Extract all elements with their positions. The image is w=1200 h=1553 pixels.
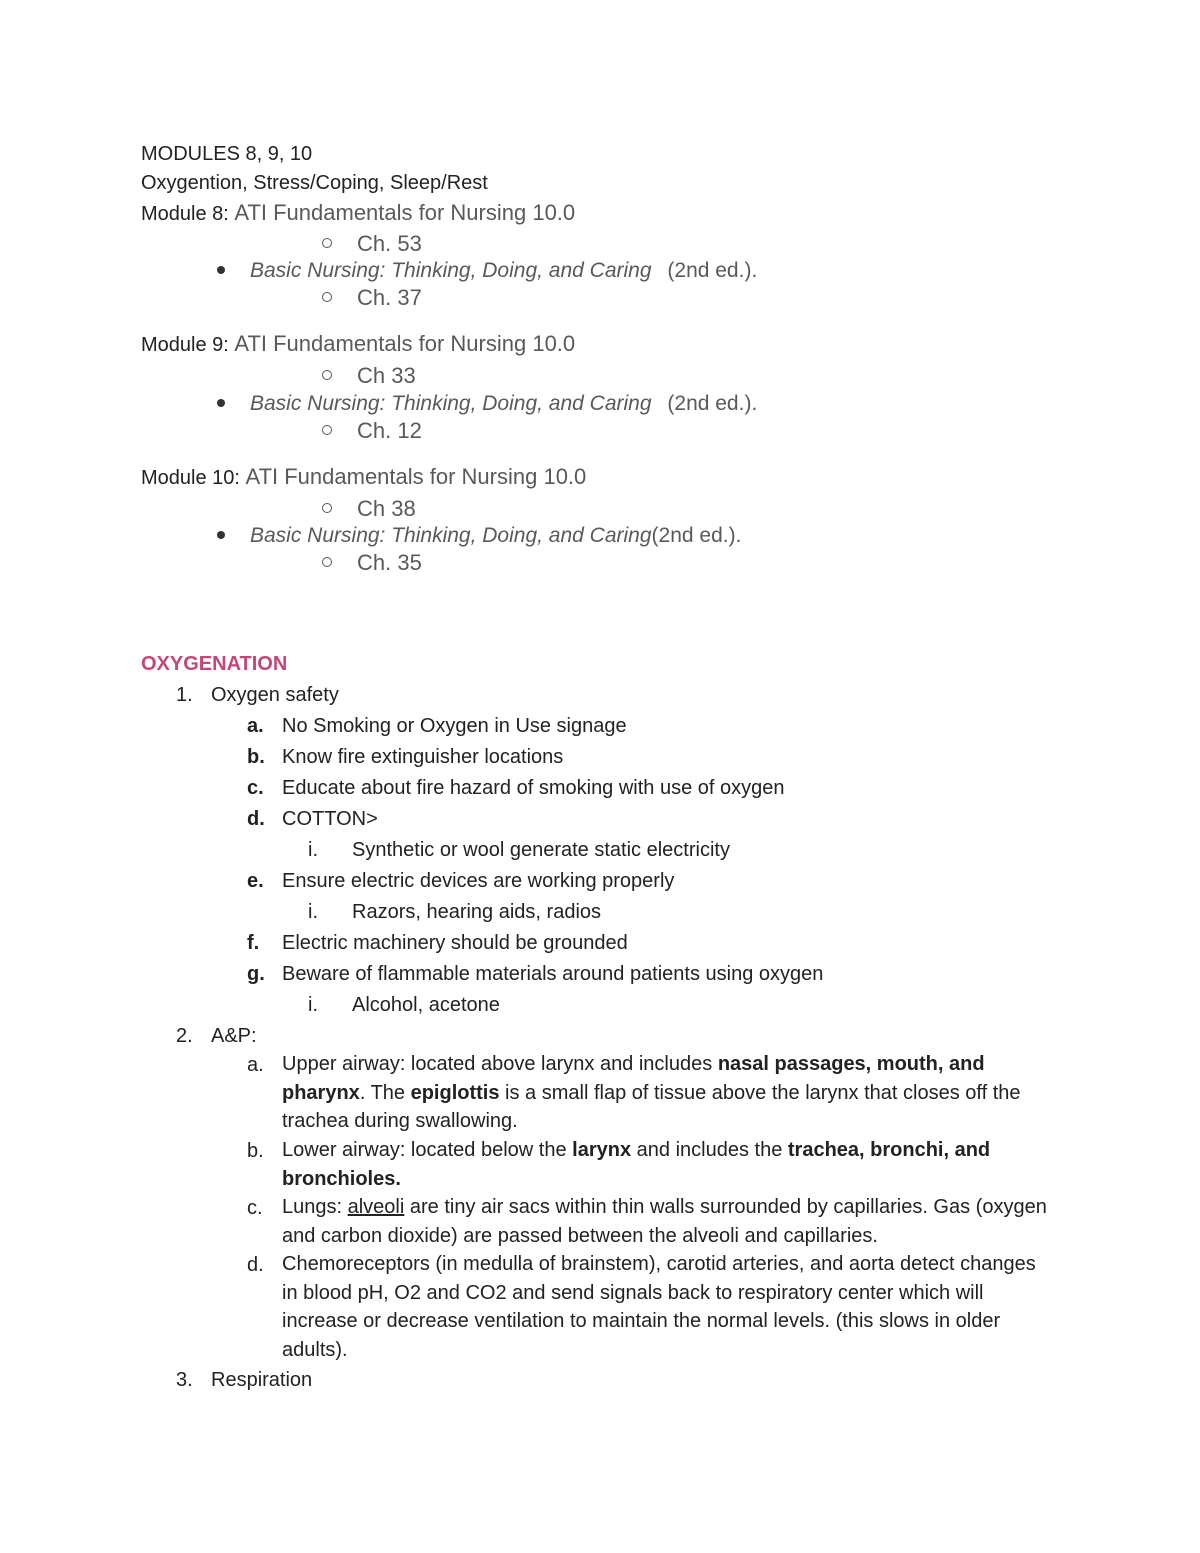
- item-1e-i-text: Razors, hearing aids, radios: [352, 901, 602, 923]
- item-1g-i-label: i.: [308, 994, 318, 1016]
- item-2b-text-1: Lower airway: located below the: [282, 1139, 573, 1161]
- item-1c-label: c.: [247, 777, 264, 799]
- module-9-book-line: [250, 393, 757, 414]
- item-1f-label: f.: [247, 932, 260, 954]
- item-1-text: Oxygen safety: [211, 684, 339, 706]
- module-10-ati-chapter: Ch 38: [357, 496, 416, 521]
- item-2c-underline: alveoli: [347, 1196, 405, 1218]
- filled-bullet-icon: [217, 399, 225, 407]
- item-1g-i-text: Alcohol, acetone: [352, 994, 500, 1016]
- module-8-book-line: [250, 260, 757, 281]
- item-1c-text: Educate about fire hazard of smoking with use of oxygen: [282, 777, 785, 799]
- item-1d-i-text: Synthetic or wool generate static electricity: [352, 839, 730, 861]
- hollow-bullet-icon: [322, 292, 332, 302]
- hollow-bullet-icon: [322, 557, 332, 567]
- module-10-line: [141, 466, 586, 488]
- item-2d-label: d.: [247, 1254, 264, 1276]
- modules-heading: MODULES 8, 9, 10: [141, 143, 313, 165]
- item-2a-text-2: . The: [359, 1081, 411, 1104]
- item-2-number: 2.: [176, 1025, 193, 1047]
- module-10-book-line: [250, 525, 741, 546]
- module-8-book-chapter: Ch. 37: [357, 285, 422, 310]
- module-10-book-edition: (2nd ed.).: [651, 524, 742, 547]
- module-10-book-title: Basic Nursing: Thinking, Doing, and Caring: [250, 524, 652, 547]
- item-2a-bold-1: nasal passages, mouth, and pharynx: [282, 1053, 985, 1104]
- module-8-title: ATI Fundamentals for Nursing 10.0: [234, 200, 576, 225]
- item-2c-text-2: are tiny air sacs within thin walls surrounded by capillaries. Gas (oxygen and carbon dioxide) are passed between the alveoli and capillaries.: [282, 1196, 1047, 1247]
- module-9-book-chapter: Ch. 12: [357, 418, 422, 443]
- item-2a-paragraph: [282, 1050, 1052, 1136]
- item-2-text: A&P:: [211, 1025, 257, 1047]
- item-2c-text-1: Lungs:: [282, 1196, 348, 1218]
- item-1-number: 1.: [176, 684, 193, 706]
- module-9-book-title: Basic Nursing: Thinking, Doing, and Caring: [250, 392, 652, 415]
- item-3-number: 3.: [176, 1369, 193, 1391]
- module-9-title: ATI Fundamentals for Nursing 10.0: [234, 331, 576, 356]
- item-2b-label: b.: [247, 1140, 264, 1162]
- item-1f-text: Electric machinery should be grounded: [282, 932, 628, 954]
- item-2c-label: c.: [247, 1197, 263, 1219]
- filled-bullet-icon: [217, 531, 225, 539]
- item-1g-label: g.: [247, 963, 265, 985]
- hollow-bullet-icon: [322, 238, 332, 248]
- hollow-bullet-icon: [322, 425, 332, 435]
- module-9-line: [141, 333, 575, 355]
- topics-line: Oxygention, Stress/Coping, Sleep/Rest: [141, 172, 488, 194]
- module-8-label: Module 8:: [141, 203, 229, 225]
- section-title: OXYGENATION: [141, 653, 288, 675]
- item-2a-text-1: Upper airway: located above larynx and includes: [282, 1053, 718, 1075]
- module-8-book-edition: (2nd ed.).: [667, 259, 758, 282]
- item-2a-bold-2: epiglottis: [410, 1081, 500, 1104]
- module-9-ati-chapter: Ch 33: [357, 363, 416, 388]
- module-8-line: [141, 202, 575, 224]
- item-2a-text-3: is a small flap of tissue above the larynx that closes off the trachea during swallowing.: [282, 1081, 1021, 1132]
- item-1g-text: Beware of flammable materials around patients using oxygen: [282, 963, 824, 985]
- filled-bullet-icon: [217, 266, 225, 274]
- item-2c-paragraph: [282, 1193, 1052, 1250]
- item-1d-label: d.: [247, 808, 265, 830]
- item-2a-label: a.: [247, 1054, 264, 1076]
- item-3-text: Respiration: [211, 1369, 313, 1391]
- module-10-label: Module 10:: [141, 467, 240, 489]
- item-1d-text: COTTON>: [282, 808, 378, 830]
- item-1e-text: Ensure electric devices are working properly: [282, 870, 675, 892]
- hollow-bullet-icon: [322, 370, 332, 380]
- item-1e-i-label: i.: [308, 901, 318, 923]
- module-9-label: Module 9:: [141, 334, 229, 356]
- module-10-title: ATI Fundamentals for Nursing 10.0: [245, 464, 587, 489]
- hollow-bullet-icon: [322, 503, 332, 513]
- module-10-book-chapter: Ch. 35: [357, 550, 422, 575]
- item-1b-text: Know fire extinguisher locations: [282, 746, 564, 768]
- item-1a-text: No Smoking or Oxygen in Use signage: [282, 715, 627, 737]
- module-8-ati-chapter: Ch. 53: [357, 231, 422, 256]
- item-2b-bold-1: larynx: [572, 1139, 632, 1161]
- item-1d-i-label: i.: [308, 839, 318, 861]
- module-8-book-title: Basic Nursing: Thinking, Doing, and Caring: [250, 259, 652, 282]
- item-2b-text-2: and includes the: [631, 1139, 788, 1161]
- item-1e-label: e.: [247, 870, 264, 892]
- item-2d-paragraph: [282, 1250, 1052, 1364]
- item-2b-bold-2: trachea, bronchi, and bronchioles.: [282, 1139, 991, 1190]
- item-2b-paragraph: [282, 1136, 1052, 1193]
- item-1a-label: a.: [247, 715, 264, 737]
- module-9-book-edition: (2nd ed.).: [667, 392, 758, 415]
- item-1b-label: b.: [247, 746, 265, 768]
- item-2d-text-1: Chemoreceptors (in medulla of brainstem), carotid arteries, and aorta detect changes in blood pH, O2 and CO2 and send signals back to respiratory center which will increase or decrease ventilation to maintain the normal levels. (this slows in older adults).: [282, 1253, 1036, 1361]
